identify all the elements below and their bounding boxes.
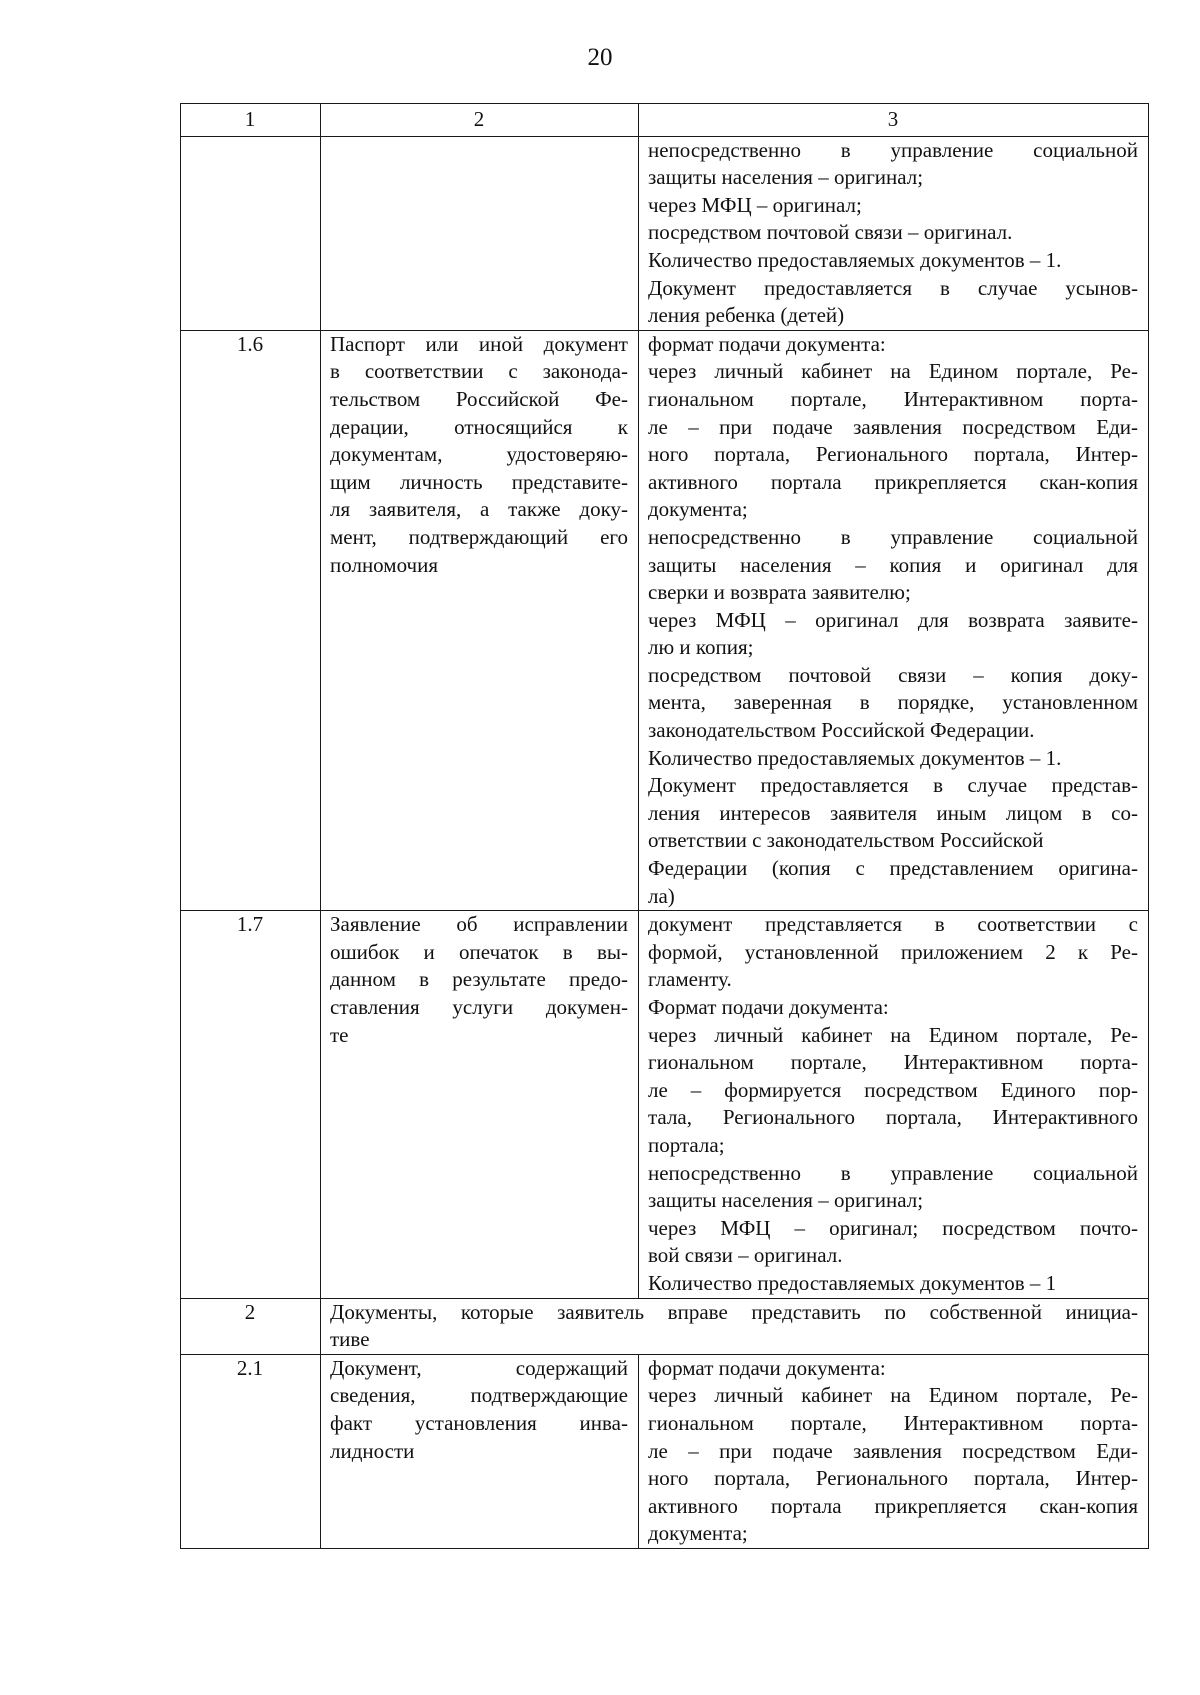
text-line: непосредственно в управление социальной bbox=[648, 1160, 1138, 1185]
text-line: дерации, относящийся к bbox=[330, 414, 628, 439]
header-row bbox=[181, 104, 1149, 137]
text-line: ля заявителя, а также доку- bbox=[330, 497, 628, 522]
section-title bbox=[321, 1298, 1149, 1354]
text-line: документа; bbox=[648, 497, 748, 522]
row-number bbox=[181, 136, 321, 330]
text-line: Количество предоставляемых документов – 1 bbox=[648, 1270, 1057, 1295]
text-line: тельством Российской Фе- bbox=[330, 386, 628, 411]
header-col-2: 2 bbox=[321, 104, 639, 137]
section-number: 2 bbox=[181, 1298, 321, 1354]
document-name bbox=[321, 136, 639, 330]
text-line: Формат подачи документа: bbox=[648, 995, 889, 1019]
text-line: портала; bbox=[648, 1132, 725, 1157]
text-line: посредством почтовой связи – копия доку- bbox=[648, 662, 1138, 687]
table-header bbox=[181, 104, 1149, 137]
section-row bbox=[181, 1298, 1149, 1354]
text-line: непосредственно в управление социальной bbox=[648, 137, 1138, 162]
text-line: через МФЦ – оригинал для возврата заявите- bbox=[648, 607, 1138, 632]
text-line: Документ предоставляется в случае усынов- bbox=[648, 275, 1138, 300]
text-line: активного портала прикрепляется скан-копия bbox=[648, 1493, 1138, 1518]
text-line: ставления услуги докумен- bbox=[330, 995, 628, 1019]
text-line: непосредственно в управление социальной bbox=[648, 524, 1138, 549]
table-row bbox=[181, 1354, 1149, 1548]
text-line: сведения, подтверждающие bbox=[330, 1383, 628, 1408]
text-line: мент, подтверждающий его bbox=[330, 524, 628, 549]
text-line: факт установления инва- bbox=[330, 1410, 628, 1435]
text-line: посредством почтовой связи – оригинал. bbox=[648, 220, 1013, 245]
text-line: сверки и возврата заявителю; bbox=[648, 580, 911, 605]
text-line: ла) bbox=[648, 883, 675, 908]
text-line: Паспорт или иной документ bbox=[330, 331, 628, 356]
document-name bbox=[321, 911, 639, 1298]
text-line: формой, установленной приложением 2 к Ре- bbox=[648, 939, 1138, 964]
document-details bbox=[639, 911, 1149, 1298]
document-name bbox=[321, 1354, 639, 1548]
text-line: ле – при подаче заявления посредством Еди- bbox=[648, 414, 1138, 439]
text-line: через личный кабинет на Едином портале, Ре- bbox=[648, 1383, 1138, 1408]
text-line: полномочия bbox=[330, 552, 438, 577]
text-line: защиты населения – оригинал; bbox=[648, 1188, 924, 1213]
text-line: гламенту. bbox=[648, 967, 732, 992]
table-row bbox=[181, 136, 1149, 330]
document-name bbox=[321, 330, 639, 910]
text-line: ле – при подаче заявления посредством Еди- bbox=[648, 1438, 1138, 1463]
text-line: Документы, которые заявитель вправе представить по собственной инициа- bbox=[330, 1299, 1138, 1324]
documents-table bbox=[180, 103, 1149, 1549]
text-line: Заявление об исправлении bbox=[330, 912, 628, 937]
text-line: гиональном портале, Интерактивном порта- bbox=[648, 1050, 1138, 1075]
text-line: через личный кабинет на Едином портале, Ре- bbox=[648, 1022, 1138, 1047]
text-line: активного портала прикрепляется скан-копия bbox=[648, 469, 1138, 494]
text-line: через МФЦ – оригинал; bbox=[648, 192, 862, 217]
text-line: гиональном портале, Интерактивном порта- bbox=[648, 1410, 1138, 1435]
text-line: лю и копия; bbox=[648, 635, 754, 660]
text-line: ошибок и опечаток в вы- bbox=[330, 939, 628, 964]
text-line: ления ребенка (детей) bbox=[648, 303, 845, 328]
header-col-1: 1 bbox=[181, 104, 321, 137]
page-number: 20 bbox=[587, 44, 613, 71]
text-line: те bbox=[330, 1022, 349, 1047]
document-details bbox=[639, 136, 1149, 330]
text-line: документам, удостоверяю- bbox=[330, 442, 628, 467]
document-details bbox=[639, 330, 1149, 910]
text-line: тала, Регионального портала, Интерактивного bbox=[648, 1105, 1138, 1130]
text-line: Федерации (копия с представлением оригина- bbox=[648, 856, 1138, 881]
text-line: мента, заверенная в порядке, установленном bbox=[648, 690, 1138, 715]
text-line: тиве bbox=[330, 1327, 370, 1352]
text-line: документа; bbox=[648, 1521, 748, 1546]
text-line: Количество предоставляемых документов – 1. bbox=[648, 745, 1062, 770]
text-line: законодательством Российской Федерации. bbox=[648, 718, 1035, 743]
text-line: ле – формируется посредством Единого пор- bbox=[648, 1077, 1138, 1102]
row-number: 2.1 bbox=[181, 1354, 321, 1548]
text-line: в соответствии с законода- bbox=[330, 359, 628, 384]
text-line: защиты населения – копия и оригинал для bbox=[648, 552, 1138, 577]
text-line: ответствии с законодательством Российской bbox=[648, 828, 1044, 853]
table-row bbox=[181, 911, 1149, 1298]
table-row bbox=[181, 330, 1149, 910]
table-body bbox=[181, 136, 1149, 1548]
text-line: гиональном портале, Интерактивном порта- bbox=[648, 386, 1138, 411]
text-line: ного портала, Регионального портала, Интер- bbox=[648, 442, 1138, 467]
row-number: 1.7 bbox=[181, 911, 321, 1298]
text-line: формат подачи документа: bbox=[648, 1355, 886, 1380]
text-line: формат подачи документа: bbox=[648, 331, 886, 356]
text-line: через личный кабинет на Едином портале, Ре- bbox=[648, 359, 1138, 384]
text-line: ного портала, Регионального портала, Интер- bbox=[648, 1466, 1138, 1491]
text-line: данном в результате предо- bbox=[330, 967, 628, 992]
text-line: вой связи – оригинал. bbox=[648, 1243, 843, 1268]
text-line: щим личность представите- bbox=[330, 469, 628, 494]
text-line: Документ предоставляется в случае представ- bbox=[648, 773, 1138, 798]
row-number: 1.6 bbox=[181, 330, 321, 910]
header-col-3: 3 bbox=[639, 104, 1149, 137]
text-line: Количество предоставляемых документов – 1. bbox=[648, 247, 1062, 272]
text-line: защиты населения – оригинал; bbox=[648, 165, 924, 190]
text-line: документ представляется в соответствии с bbox=[648, 912, 1138, 937]
text-line: ления интересов заявителя иным лицом в со- bbox=[648, 800, 1138, 825]
document-details bbox=[639, 1354, 1149, 1548]
text-line: через МФЦ – оригинал; посредством почто- bbox=[648, 1215, 1138, 1240]
text-line: Документ, содержащий bbox=[330, 1355, 628, 1380]
text-line: лидности bbox=[330, 1438, 415, 1463]
